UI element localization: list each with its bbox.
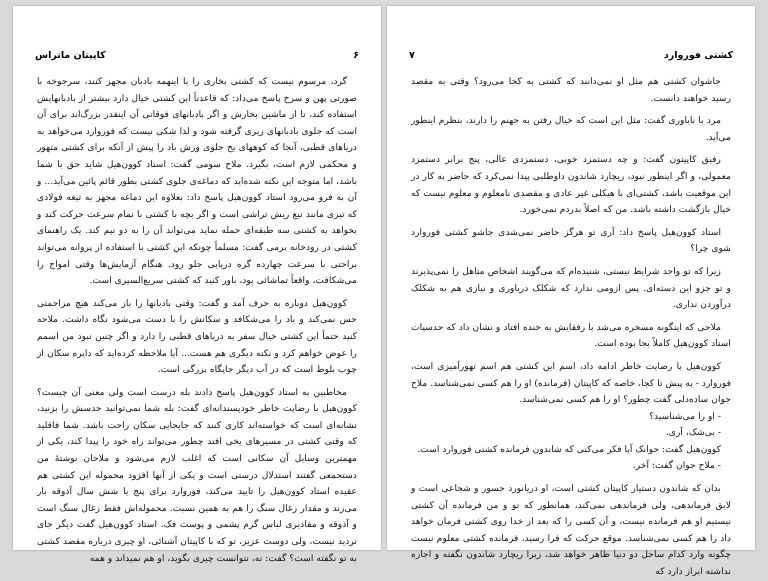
left-page [13,6,381,564]
paragraph: مخاطبین به استاد کوون‌هیل پاسخ دادند بله درست است ولی معنی آن چیست؟ کوون‌هیل با رضایت خاطر خودپسندانه‌ای گفت: بله شما نمی‌توانید حدسش را بزنید، نشانه‌ای است که خواسته‌اند کاری کنند که جابجایی سکان راحت باشد. شما فاقلید که وقتی کشتی در مسیرهای یخی افتد چطور می‌تواند راه خود را پیدا کند، یکی از مهمترین وسایل آن سکانی است که اغلب لازم می‌شود و ملاحان نوشتهٔ من دستجمعی گفتند استدلال درستی است و یکی از آنها افزود محموله این کشتی هم عقیده استاد کوون‌هیل را تایید می‌کند، فوروارد برای پنج یا شش سال آذوقه بار می‌زند و مقدار زغال سنگ را هم به همین نسبت. محموله‌اش فقط زغال سنگ است و آذوقه و مقادیری لباس گرم پشمی و پوست فک. استاد کوون‌هیل گفت دیگر جای تردید نیست، ولی دوست عزیز، تو که با کاپیتان آشنائی، او چیزی درباره مقصد کشتی به تو نگفته است؟ گفت: نه، نتوانست چیزی بگوید، او هم نمیداند و همه [37,386,357,564]
paragraph: زیرا که تو واجد شرایط نیستی، شنیده‌ام که می‌گویند اشخاص متاهل را نمی‌پذیرند و تو جزو این دسته‌ای. پس ازومی ندارد که شکلک دریاوری و نیازی هم به شکلک درآوردن نداری. [411,265,731,311]
paragraph: - بی‌شک، آری. [665,427,721,439]
left-page-number: ۶ [353,50,359,61]
left-page-body [37,74,357,564]
right-page-number: ۷ [409,50,415,61]
right-page-header [409,50,733,64]
paragraph: کوون‌هیل دوباره به حرف آمد و گفت: وقتی بادبانها را باز می‌کند هیچ مزاحمتی حس نمی‌کند و باد را می‌شکافد و سکانش را با دست می‌شود نگاه داشت. ملاحه کنید حتماً این کشتی خیال سفر به دریاهای قطبی را دارد و اگر چنین نبود من اسمم را عوض خواهم کرد و نکته دیگری هم هست... آیا ملاحظه کرده‌اید که دایره سکان از چوب بلوط است که در آب دیگر جایگاه بزرگی است. [37,297,357,376]
left-page-header [35,50,359,64]
right-page-running-title: کشتی فوروارد [663,50,733,61]
paragraph: رفیق کاپیتون گفت: و چه دستمزد خوبی، دستمزدی عالی، پنج برابر دستمزد معمولی، و اگر اینطور نبود، ریچارد شاندون داوطلبی پیدا نمی‌کرد که حاضر به کار در این موقعیت باشد، کشتی‌ای با هیکلی غیر عادی و مقصدی نامعلوم و معلوم نیست که خیال بازگشت داشته باشد. من که اصلاً بدردم نمی‌خورد. [411,154,731,216]
paragraph: کوون‌هیل با رضایت خاطر ادامه داد، اسم این کشتی هم اسم تهورآمیزی است، فوروارد - به پیش تا کجا، خاصه که کاپیتان (فرمانده) او را هم کسی نمی‌شناسد. ملاح جوان ساده‌دلی گفت چطور؟ او را هم کسی نمی‌شناسد. [411,360,731,406]
right-page-body [411,74,731,578]
paragraph: - او را می‌شناسید؟ [649,410,721,422]
paragraph: ملاحی که اینگونه مسخره می‌شد با رفقایش به خنده افتاد و نشان داد که حدسیات استاد کوون‌هیل کاملاً بجا بوده است. [411,321,731,350]
paragraph: مرد با ناباوری گفت: مثل این است که خیال رفتن به جهنم را دارند، بنظرم اینطور می‌آید. [411,115,731,143]
paragraph: کوون‌هیل گفت: جوانک آیا فکر می‌کنی که شاندون فرمانده کشتی فوروارد است. [417,443,721,455]
right-page [387,6,755,578]
left-page-running-title: کاپیتان ماتراس [35,50,106,61]
paragraph: گرد، مرسوم نیست که کشتی بخاری را با اینهمه بادبان مجهز کنند، سرجوخه با صورتی پهن و سرخ پاسخ می‌داد: که قاعدتاً این کشتی خیال دارد بیشتر از بادبانهایش استفاده کند، تا از ماشین بخارش و اگر بادبانهای فوقانی آن اینقدر بزرگ‌اند برای آن است که جلوی بادبانهای زیری گرفته شود و لذا شکی نیست که فوروارد می‌خواهد به دریاهای قطبی، آنجا که کوههای یخ جلوی وزش باد را پیش از آنکه برای کشتی متهور و محکمی لازم است، بگیرد. ملاح سومی گفت: استاد کوون‌هیل شاید حق با شما باشد، اما متوجه این نکته شده‌اید که دماغه‌ی جلوی کشتی بطور قائم پائین می‌آید... و آن به فرو می‌رود استاد کوون‌هیل پاسخ داد: بعلاوه این دماغه مجهز به تیغه فولادی که تیزی مانند تیغ ریش تراشی است و اگر بچه با کشتی با تمام سرعت حرکت کند و بخواهد به کشتی سه طبقه‌ای حمله نماید می‌تواند آن را به دو نیم کند. یک راهنمای کشتی در رودخانه برمی گفت: مسلماً چونکه این کشتی با استفاده از پروانه می‌تواند براحتی با سرعت چهارده گره دریایی جلو رود. هنگام آزمایش‌ها وقتی امواج را می‌شکافت، واقعاً تماشائی بود، باور کنید که کشتی سریع‌السیری است. [37,76,357,287]
paragraph: جاشوان کشتی هم مثل او نمی‌دانند که کشتی به کجا می‌رود؟ وقتی به مقصد رسید خواهند دانست. [411,76,731,104]
paragraph: بدان که شاندون دستیار کاپیتان کشتی است، او دریانورد جسور و شجاعی است و لایق فرماندهی، ولی فرماندهی نمی‌کند، همانطور که تو و من فرمانده آن کشتی نیستیم او هم فرمانده نیست، و آن کسی را که بعد از خدا روی کشتی فرمان خواهد داد را هم کسی نمی‌شناسد. موقع حرکت که فرا رسید، فرمانده کشتی معلوم نیست چگونه وارد کدام ساحل دو دنیا ظاهر خواهد شد، زیرا ریچارد شاندون نگفته و اجازه نداشته ابراز دارد که [411,483,731,578]
paragraph: استاد کوون‌هیل پاسخ داد: آری تو هرگز حاضر نمی‌شدی جاشو کشتی فوروارد شوی چرا؟ [411,226,731,255]
paragraph: - ملاح جوان گفت: آخر. [632,460,721,472]
